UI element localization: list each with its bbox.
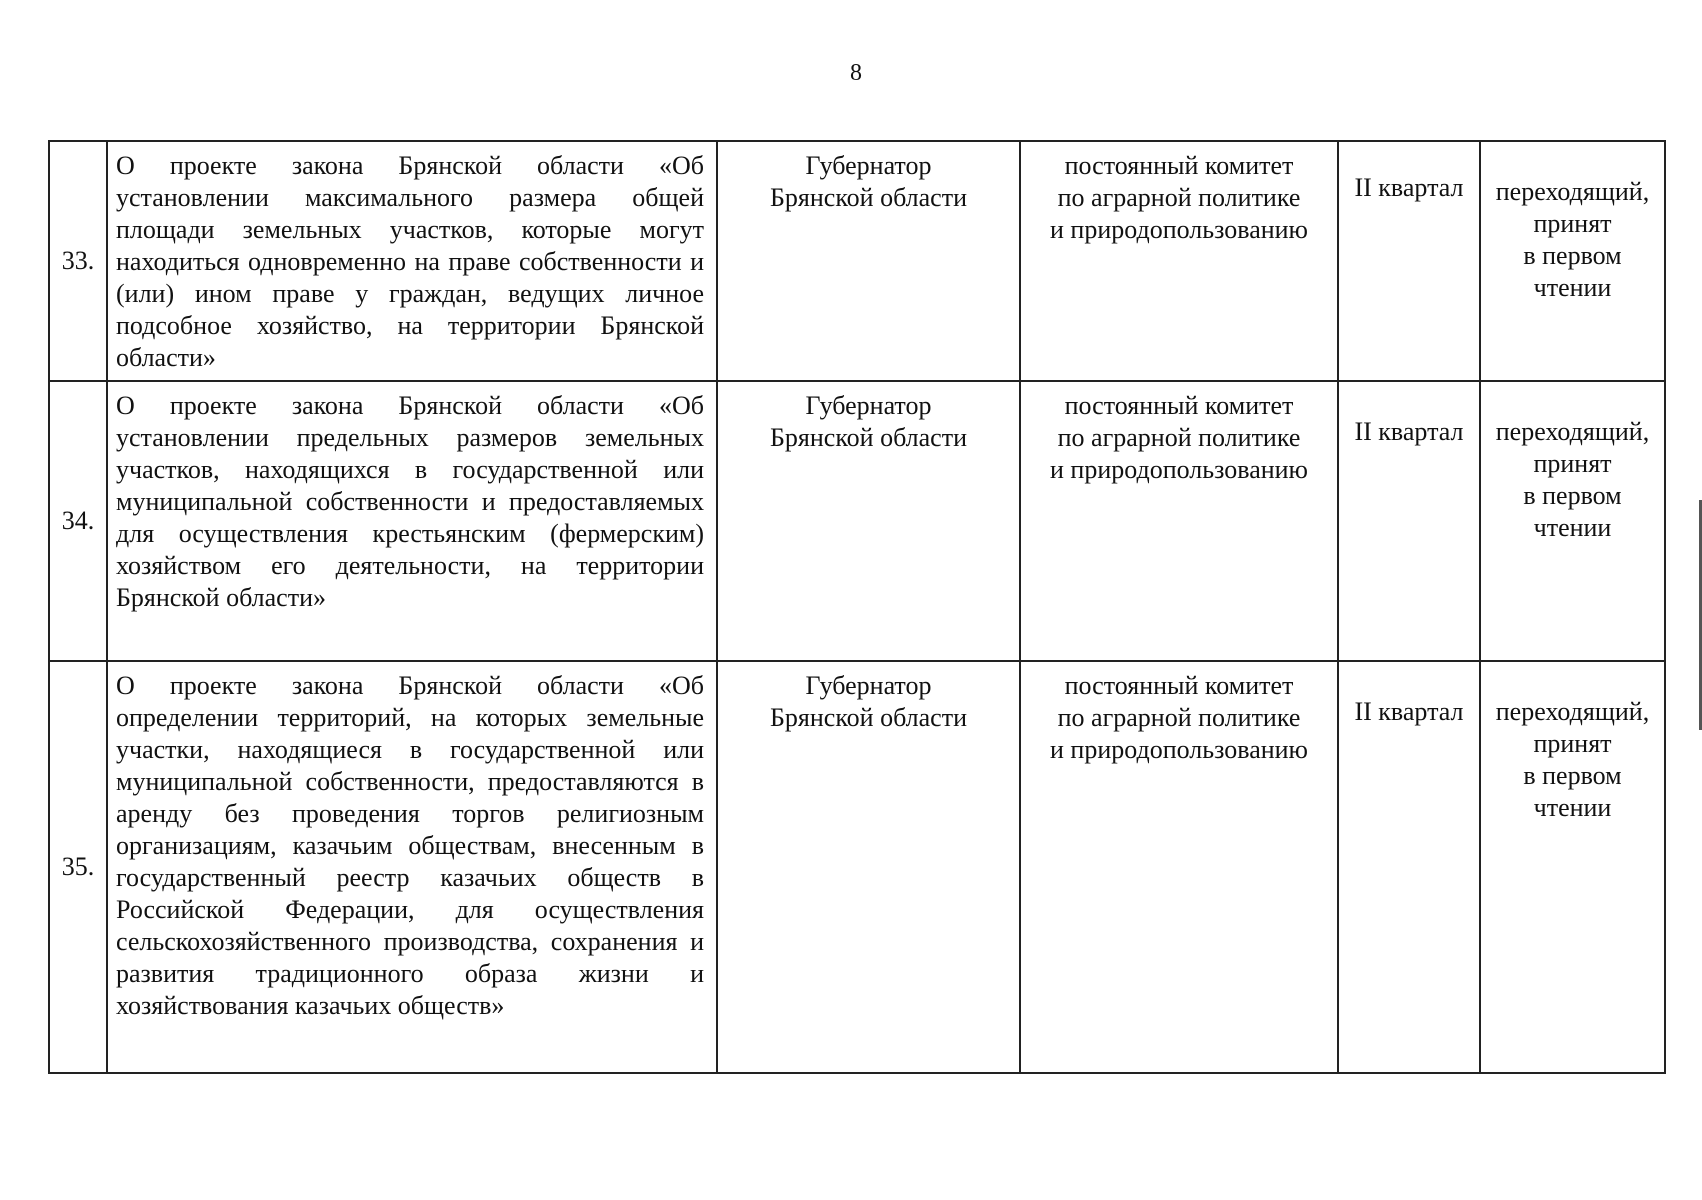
committee-line: по аграрной политике	[1057, 703, 1301, 732]
committee-cell	[1020, 661, 1338, 1073]
status-line: принят	[1533, 729, 1612, 758]
bill-title: О проекте закона Брянской области «Об определении территорий, на которых земельные участки, находящиеся в государственной или муниципальной собственности, предоставляются в аренду без проведения торгов религиозным организациям, казачьим обществам, внесенным в государственный реестр казачьих обществ в Российской Федерации, для осуществления сельскохозяйственного производства, сохранения и развития традиционного образа жизни и хозяйствования казачьих обществ»	[107, 661, 717, 1073]
status-cell	[1480, 661, 1665, 1073]
status-cell	[1480, 381, 1665, 661]
period-cell: II квартал	[1338, 661, 1480, 1073]
bill-title: О проекте закона Брянской области «Об установлении максимального размера общей площади земельных участков, которые могут находиться одновременно на праве собственности и (или) ином праве у граждан, ведущих личное подсобное хозяйство, на территории Брянской области»	[107, 141, 717, 381]
committee-line: по аграрной политике	[1057, 183, 1301, 212]
status-line: переходящий,	[1495, 177, 1650, 206]
initiator-line: Губернатор	[805, 391, 932, 420]
committee-line: и природопользованию	[1050, 455, 1308, 484]
row-number: 34.	[49, 381, 107, 661]
committee-line: по аграрной политике	[1057, 423, 1301, 452]
row-number: 33.	[49, 141, 107, 381]
committee-line: постоянный комитет	[1064, 671, 1294, 700]
committee-cell	[1020, 141, 1338, 381]
committee-line: постоянный комитет	[1064, 391, 1294, 420]
period-cell: II квартал	[1338, 381, 1480, 661]
status-line: чтении	[1533, 513, 1612, 542]
initiator-line: Брянской области	[770, 183, 967, 212]
table-row	[49, 141, 1665, 381]
committee-line: постоянный комитет	[1064, 151, 1294, 180]
initiator-line: Губернатор	[805, 151, 932, 180]
initiator-line: Брянской области	[770, 423, 967, 452]
initiator-cell	[717, 381, 1020, 661]
period-cell: II квартал	[1338, 141, 1480, 381]
status-line: принят	[1533, 449, 1612, 478]
committee-cell	[1020, 381, 1338, 661]
status-line: принят	[1533, 209, 1612, 238]
initiator-cell	[717, 661, 1020, 1073]
initiator-line: Губернатор	[805, 671, 932, 700]
status-line: переходящий,	[1495, 697, 1650, 726]
committee-line: и природопользованию	[1050, 215, 1308, 244]
page-number: 8	[850, 60, 862, 86]
legislation-plan-table	[48, 140, 1666, 1074]
table-row	[49, 381, 1665, 661]
initiator-cell	[717, 141, 1020, 381]
status-line: в первом	[1523, 241, 1622, 270]
status-cell	[1480, 141, 1665, 381]
status-line: в первом	[1523, 481, 1622, 510]
status-line: чтении	[1533, 793, 1612, 822]
status-line: переходящий,	[1495, 417, 1650, 446]
bill-title: О проекте закона Брянской области «Об установлении предельных размеров земельных участков, находящихся в государственной или муниципальной собственности и предоставляемых для осуществления крестьянским (фермерским) хозяйством его деятельности, на территории Брянской области»	[107, 381, 717, 661]
table-row	[49, 661, 1665, 1073]
status-line: в первом	[1523, 761, 1622, 790]
status-line: чтении	[1533, 273, 1612, 302]
committee-line: и природопользованию	[1050, 735, 1308, 764]
row-number: 35.	[49, 661, 107, 1073]
initiator-line: Брянской области	[770, 703, 967, 732]
